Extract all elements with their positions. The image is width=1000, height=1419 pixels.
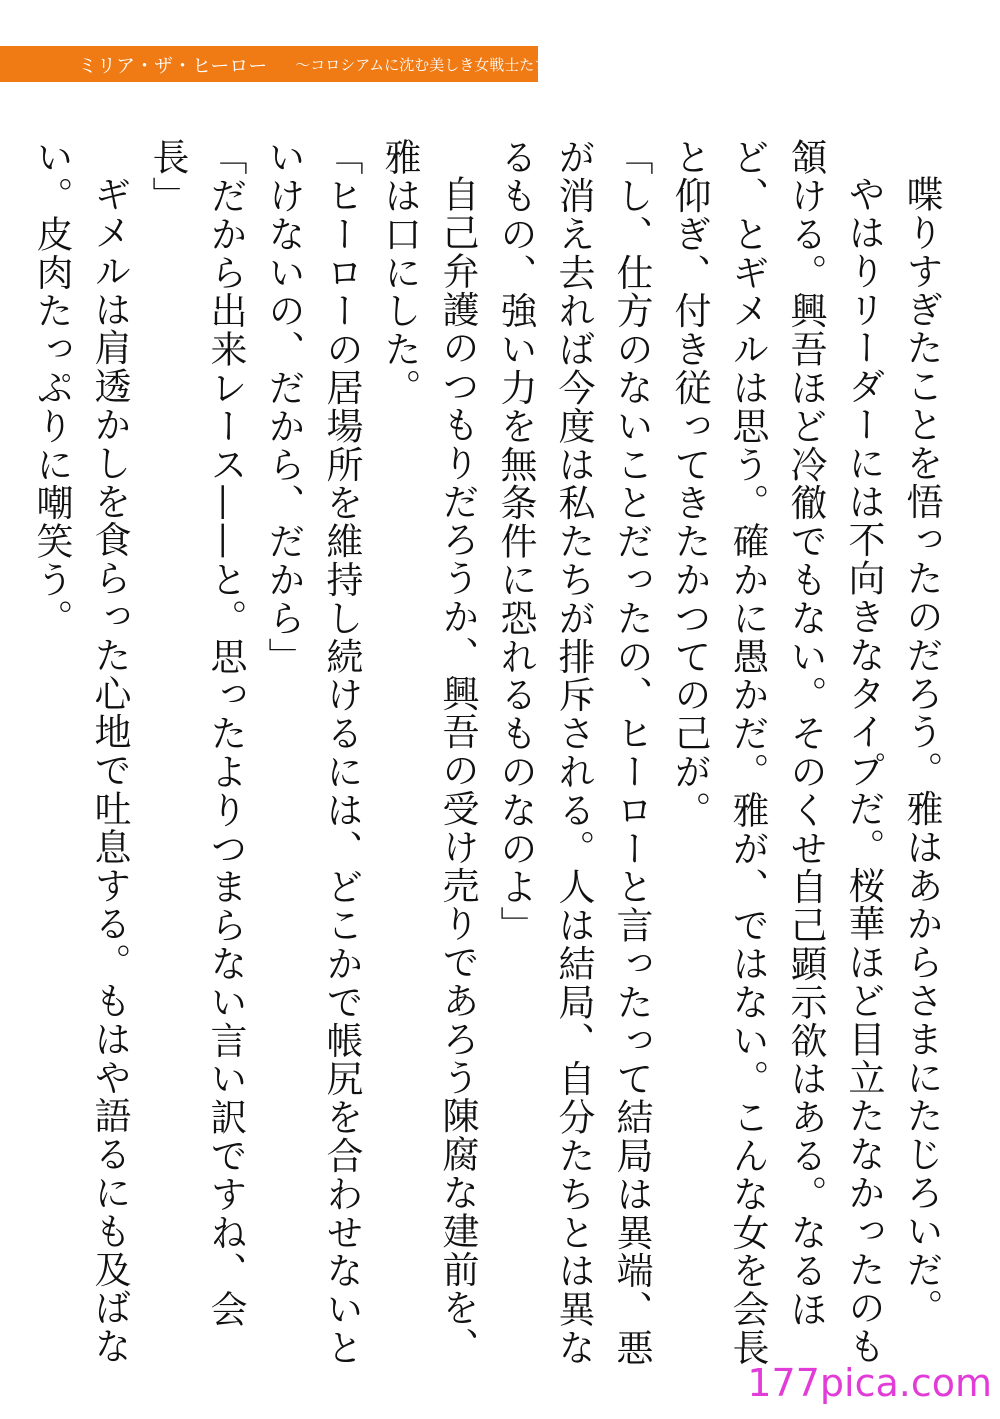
site-watermark: 177pica.com	[747, 1361, 992, 1405]
book-title: ミリア・ザ・ヒーロー	[78, 54, 268, 77]
paragraph-6: 「だから出来レース——と。思ったよりつまらない言い訳ですね、会長」	[146, 138, 247, 1329]
vertical-body-text	[30, 138, 950, 1368]
paragraph-7: ギメルは肩透かしを食らった心地で吐息する。もはや語るにも及ばない。皮肉たっぷりに嘲笑う。	[30, 138, 131, 1366]
running-header	[0, 46, 565, 82]
paragraph-1: 喋りすぎたことを悟ったのだろう。雅はあからさまにたじろいだ。	[900, 175, 943, 1327]
paragraph-5: 「ヒーローの居場所を維持し続けるには、どこかで帳尻を合わせないといけないの、だから、だから」	[262, 138, 363, 1367]
book-subtitle: 〜コロシアムに沈む美しき女戦士たち〜	[295, 55, 565, 74]
paragraph-2: やはりリーダーには不向きなタイプだ。桜華ほど目立たなかったのも頷ける。興吾ほど冷徹でもない。そのくせ自己顕示欲はある。なるほど、とギメルは思う。確かに愚かだ。雅が、ではない。こんな女を会長と仰ぎ、付き従ってきたかつての己が。	[668, 138, 885, 1367]
paragraph-4: 自己弁護のつもりだろうか、興吾の受け売りであろう陳腐な建前を、雅は口にした。	[378, 138, 479, 1366]
paragraph-3: 「し、仕方のないことだったの、ヒーローと言ったって結局は異端、悪が消え去れば今度は私たちが排斥される。人は結局、自分たちとは異なるもの、強い力を無条件に恐れるものなのよ」	[494, 138, 653, 1367]
